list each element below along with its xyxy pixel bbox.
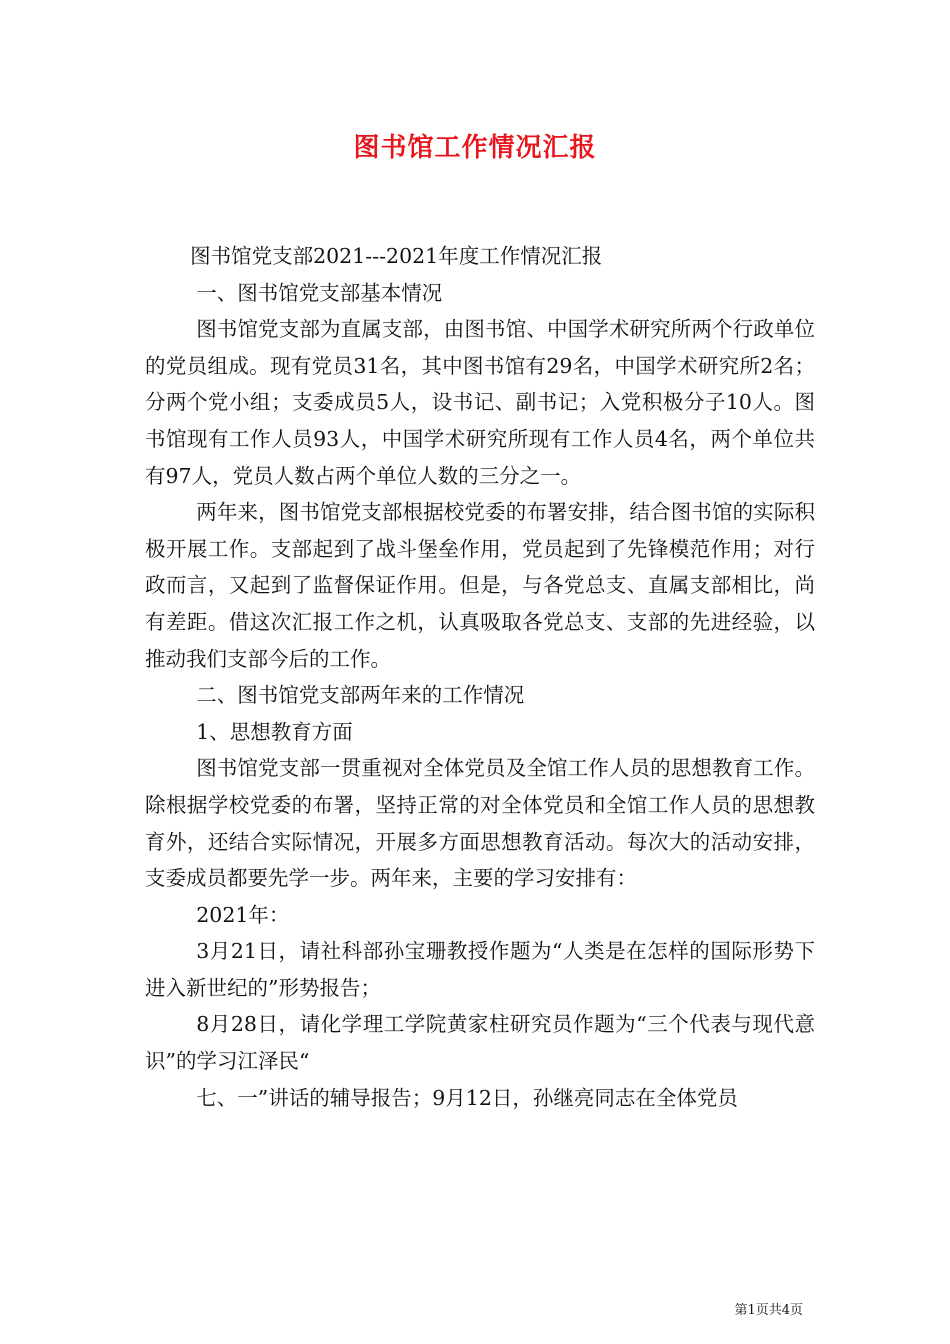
- paragraph: 七、一”讲话的辅导报告；9月12日，孙继亮同志在全体党员: [196, 1085, 738, 1110]
- document-title: 图书馆工作情况汇报: [353, 133, 597, 163]
- paragraph: 图书馆党支部一贯重视对全体党员及全馆工作人员的思想教育工作。除根据学校党委的布署，坚持正常的对全体党员和全馆工作人员的思想教育外，还结合实际情况，开展多方面思想教育活动。每次大的活动安排，支委成员都要先学一步。两年来，主要的学习安排有：: [145, 756, 815, 891]
- paragraph: 两年来，图书馆党支部根据校党委的布署安排，结合图书馆的实际积极开展工作。支部起到了战斗堡垒作用，党员起到了先锋模范作用；对行政而言，又起到了监督保证作用。但是，与各党总支、直属支部相比，尚有差距。借这次汇报工作之机，认真吸取各党总支、支部的先进经验，以推动我们支部今后的工作。: [145, 500, 815, 671]
- paragraph: 3月21日，请社科部孙宝珊教授作题为“人类是在怎样的国际形势下进入新世纪的”形势报告；: [145, 939, 815, 1000]
- section-heading-2: 二、图书馆党支部两年来的工作情况: [196, 683, 525, 708]
- page-number: 第1页共4页: [734, 1303, 803, 1318]
- year-label: 2021年：: [196, 902, 290, 927]
- document-body: [145, 238, 815, 1116]
- subsection-heading: 1、思想教育方面: [196, 719, 353, 744]
- section-heading-1: 一、图书馆党支部基本情况: [196, 280, 443, 305]
- paragraph: 8月28日，请化学理工学院黄家柱研究员作题为“三个代表与现代意识”的学习江泽民“: [145, 1012, 815, 1074]
- report-heading: 图书馆党支部2021---2021年度工作情况汇报: [190, 244, 603, 268]
- paragraph: 图书馆党支部为直属支部，由图书馆、中国学术研究所两个行政单位的党员组成。现有党员31名，其中图书馆有29名，中国学术研究所2名；分两个党小组；支委成员5人，设书记、副书记；入党积极分子10人。图书馆现有工作人员93人，中国学术研究所现有工作人员4名，两个单位共有97人，党员人数占两个单位人数的三分之一。: [145, 317, 815, 488]
